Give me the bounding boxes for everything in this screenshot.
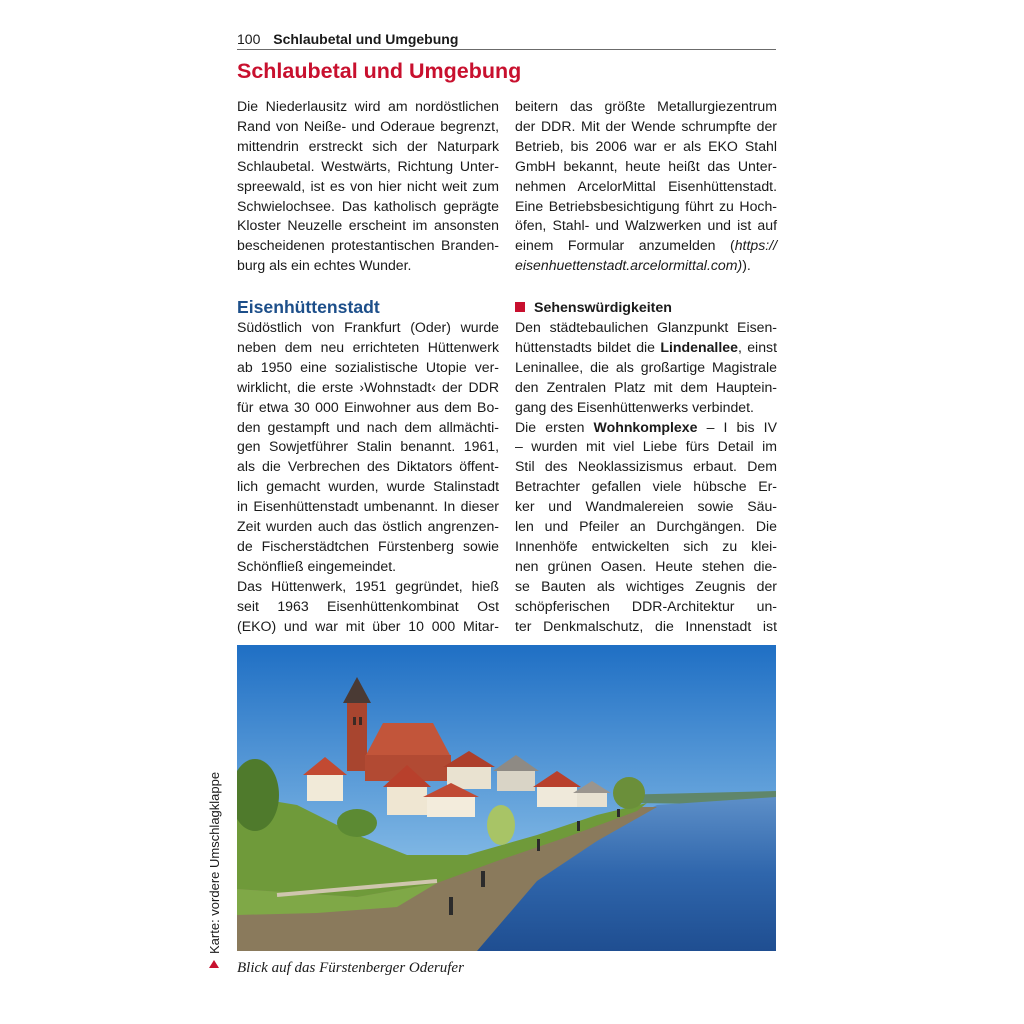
text-line: Rand von Neiße- und Oderaue begrenzt, <box>237 117 499 134</box>
text-line: ker und Wandmalereien sowie Säu- <box>515 498 777 515</box>
text-line: als die Verbrechen des Diktators öffent- <box>237 458 499 475</box>
text-line: (EKO) und war mit über 10 000 Mitar- <box>237 617 499 634</box>
text-fragment: ). <box>742 257 751 274</box>
riverside-town-photo <box>237 645 776 951</box>
house <box>307 773 343 801</box>
url-link[interactable]: eisenhuettenstadt.arcelormittal.com) <box>515 257 743 274</box>
text-line: Innenhöfe entwickelten sich zu klei- <box>515 537 777 554</box>
highlight-term: Lindenallee <box>660 338 738 355</box>
text-line: schöpferischen DDR-Architektur un- <box>515 597 777 614</box>
house <box>497 769 535 791</box>
text-line: lich gemacht wurden, wurde Stalinstadt <box>237 478 499 495</box>
text-line: wirklicht, die erste ›Wohnstadt‹ der DDR <box>237 378 499 395</box>
house <box>537 785 577 807</box>
mooring-post <box>617 809 620 817</box>
text-line: den Zentralen Platz mit dem Hauptein- <box>515 378 777 395</box>
mooring-post <box>449 897 453 915</box>
text-line: Kloster Neuzelle erscheint im ansonsten <box>237 217 499 234</box>
running-head-title: Schlaubetal und Umgebung <box>273 31 459 47</box>
intro-paragraph <box>237 97 499 276</box>
text-line: Schlaubetal. Westwärts, Richtung Unter- <box>237 157 499 174</box>
text-fragment: Die ersten <box>515 418 594 435</box>
text-fragment: hüttenstadts bildet die <box>515 338 661 355</box>
running-head <box>237 30 776 50</box>
text-line: Eine Betriebsbesichtigung führt zu Hoch- <box>515 197 777 214</box>
continued-paragraph <box>515 97 777 276</box>
red-triangle-icon <box>209 960 219 968</box>
highlight-term: Wohnkomplexe <box>593 418 698 435</box>
text-line: Schwielochsee. Das katholisch geprägte <box>237 197 499 214</box>
text-line: beitern das größte Metallurgiezentrum <box>515 98 777 114</box>
text-line: Schönfließ eingemeindet. <box>237 557 397 574</box>
text-line: nen grünen Oasen. Heute stehen die- <box>515 557 777 574</box>
text-line: mittendrin erstreckt sich der Naturpark <box>237 137 499 154</box>
map-reference-text: Karte: vordere Umschlagklappe <box>207 771 222 954</box>
text-line: öfen, Stahl- und Walzwerken und ist auf <box>515 217 777 234</box>
text-line: seit 1963 Eisenhüttenkombinat Ost <box>237 597 499 614</box>
text-line: neben dem neu errichteten Hüttenwerk <box>237 338 499 355</box>
text-line: für etwa 30 000 Einwohner aus dem Bo- <box>237 398 499 415</box>
text-line: Das Hüttenwerk, 1951 gegründet, hieß <box>237 577 499 594</box>
house <box>387 785 427 815</box>
text-line: Zeit wurden auch das östlich angrenzen- <box>237 518 499 535</box>
tree <box>613 777 645 809</box>
church-tower <box>347 701 367 771</box>
text-line: Betrieb, bis 2006 war er als EKO Stahl <box>515 137 777 154</box>
text-line: nehmen ArcelorMittal Eisenhüttenstadt. <box>515 177 777 194</box>
text-line <box>515 236 777 256</box>
section-title: Eisenhüttenstadt <box>237 297 380 317</box>
text-line: spreewald, ist es von hier nicht weit zum <box>237 177 499 194</box>
text-line: gang des Eisenhüttenwerks verbindet. <box>515 398 754 415</box>
text-fragment: , einst <box>737 338 777 355</box>
sights-paragraph <box>515 318 777 637</box>
text-line: Die Niederlausitz wird am nordöstlichen <box>237 98 499 114</box>
text-line: bescheidenen protestantischen Branden- <box>237 237 499 254</box>
photo-caption: Blick auf das Fürstenberger Oderufer <box>237 960 464 976</box>
text-line: ter Denkmalschutz, die Innenstadt ist <box>515 617 777 634</box>
text-line: in Eisenhüttenstadt umbenannt. In dieser <box>237 498 499 515</box>
sights-heading-label: Sehenswürdigkeiten <box>534 300 672 316</box>
map-reference-label <box>206 768 224 968</box>
mooring-post <box>537 839 540 851</box>
text-line: len und Pfeiler an Durchgängen. Die <box>515 518 777 535</box>
text-line: Betrachter gefallen viele hübsche Er- <box>515 478 777 495</box>
text-line: – wurden mit viel Liebe fürs Detail im <box>515 438 777 455</box>
text-line: Leninallee, die als großartige Magistrale <box>515 358 777 375</box>
sights-heading <box>515 298 672 318</box>
section-paragraph <box>237 318 499 637</box>
text-line: den gestampft und nach dem allmächti- <box>237 418 499 435</box>
tree <box>487 805 515 845</box>
text-line <box>515 338 777 358</box>
red-square-icon <box>515 302 525 312</box>
text-line: se Bauten als wichtiges Zeugnis der <box>515 577 777 594</box>
mooring-post <box>481 871 485 887</box>
text-fragment: einem Formular anzumelden ( <box>515 237 735 254</box>
url-link[interactable]: https:// <box>734 237 777 254</box>
text-line: ab 1950 eine sozialistische Utopie ver- <box>237 358 499 375</box>
tower-window <box>359 717 362 725</box>
text-line: gen Sowjetführer Stalin benannt. 1961, <box>237 438 499 455</box>
text-line: de Fischerstädtchen Fürstenberg sowie <box>237 537 499 554</box>
text-line: GmbH bekannt, heute heißt das Unter- <box>515 157 777 174</box>
text-line: burg als ein echtes Wunder. <box>237 257 412 274</box>
chapter-title: Schlaubetal und Umgebung <box>237 59 522 83</box>
tower-window <box>353 717 356 725</box>
text-line: Südöstlich von Frankfurt (Oder) wurde <box>237 319 499 335</box>
house <box>577 791 607 807</box>
text-line: Stil des Neoklassizismus erbaut. Dem <box>515 458 777 475</box>
text-line: der DDR. Mit der Wende schrumpfte der <box>515 117 777 134</box>
text-line <box>515 256 777 276</box>
tree <box>337 809 377 837</box>
mooring-post <box>577 821 580 831</box>
house <box>427 795 475 817</box>
text-line <box>515 418 777 438</box>
text-fragment: – I bis IV <box>697 418 777 435</box>
text-line: Den städtebaulichen Glanzpunkt Eisen- <box>515 319 777 335</box>
page-number: 100 <box>237 31 261 47</box>
